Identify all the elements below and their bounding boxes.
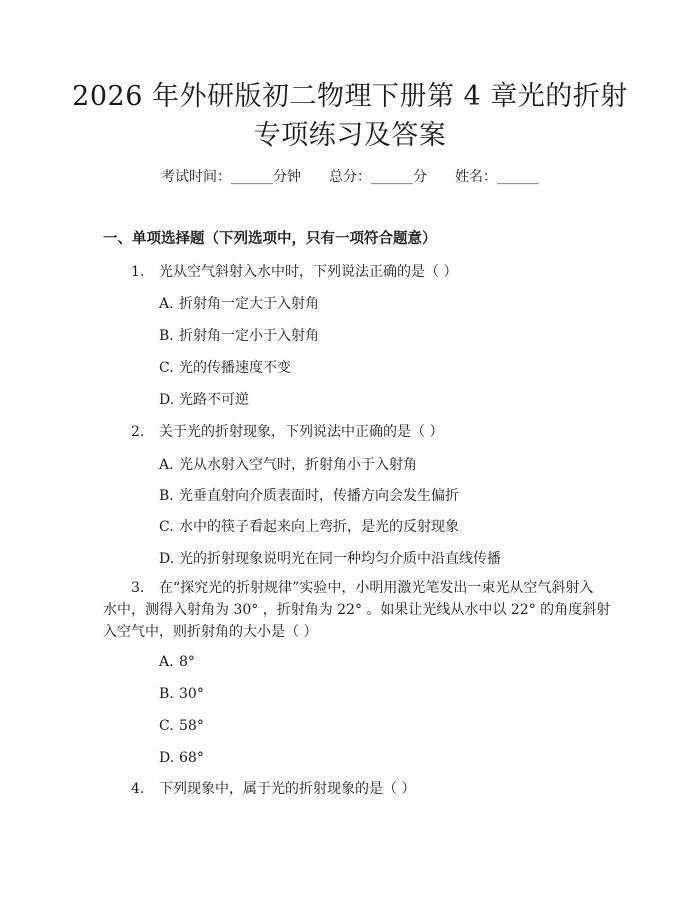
question-text-line-3: 入空气中，则折射角的大小是（ ） [103,624,318,640]
question-2 [131,422,443,442]
option-letter: B. [159,686,174,702]
option-letter: D. [159,750,175,766]
option-letter: A. [159,296,174,312]
exam-time: 考试时间：______分钟 [161,169,301,185]
question-3-option-d [159,748,204,768]
option-letter: B. [159,328,174,344]
question-text: 在“探究光的折射规律”实验中，小明用激光笔发出一束光从空气斜射入 [159,580,594,596]
page-title-line-2: 专项练习及答案 [253,120,447,151]
question-1 [131,262,457,282]
exam-info [0,167,700,187]
option-text: 折射角一定小于入射角 [179,328,319,344]
question-3-option-b [159,684,204,704]
question-text: 关于光的折射现象，下列说法中正确的是（ ） [159,424,444,440]
question-1-option-b [159,326,319,346]
question-number: 1. [131,264,145,280]
question-number: 3. [131,580,145,596]
option-text: 光路不可逆 [179,392,249,408]
option-text: 光垂直射向介质表面时，传播方向会发生偏折 [179,488,459,504]
option-text: 光从水射入空气时，折射角小于入射角 [179,457,417,473]
question-text-line-1 [103,577,603,599]
option-letter: C. [159,360,174,376]
option-letter: B. [159,488,174,504]
student-name: 姓名：______ [455,169,539,185]
option-letter: A. [159,457,174,473]
option-letter: C. [159,718,174,734]
question-3-option-c [159,716,204,736]
section-title: 一、单项选择题（下列选项中，只有一项符合题意） [103,231,437,247]
question-2-option-c [159,517,459,537]
question-3-option-a [159,652,195,672]
question-2-option-b [159,486,459,506]
option-letter: D. [159,551,175,567]
question-number: 4. [131,781,145,797]
question-text: 光从空气斜射入水中时，下列说法正确的是（ ） [159,264,458,280]
option-text: 30° [179,686,204,702]
option-text: 58° [179,718,204,734]
question-text: 下列现象中，属于光的折射现象的是（ ） [159,781,416,797]
option-text: 折射角一定大于入射角 [179,296,319,312]
option-letter: D. [159,392,175,408]
question-1-option-a [159,294,319,314]
question-4 [131,779,415,799]
question-1-option-d [159,390,249,410]
option-letter: C. [159,519,174,535]
option-text: 68° [179,750,204,766]
question-text-line-2: 水中，测得入射角为 30° ，折射角为 22° 。如果让光线从水中以 22° 的角度斜射 [103,602,611,618]
question-2-option-d [159,549,501,569]
option-text: 光的折射现象说明光在同一种均匀介质中沿直线传播 [179,551,501,567]
question-3 [103,577,611,643]
option-letter: A. [159,654,174,670]
question-2-option-a [159,455,417,475]
option-text: 水中的筷子看起来向上弯折，是光的反射现象 [179,519,459,535]
page-title-line-1: 2026 年外研版初二物理下册第 4 章光的折射 [72,81,628,112]
question-1-option-c [159,358,291,378]
option-text: 8° [179,654,195,670]
exam-total-score: 总分：______分 [329,169,427,185]
question-number: 2. [131,424,145,440]
option-text: 光的传播速度不变 [179,360,291,376]
